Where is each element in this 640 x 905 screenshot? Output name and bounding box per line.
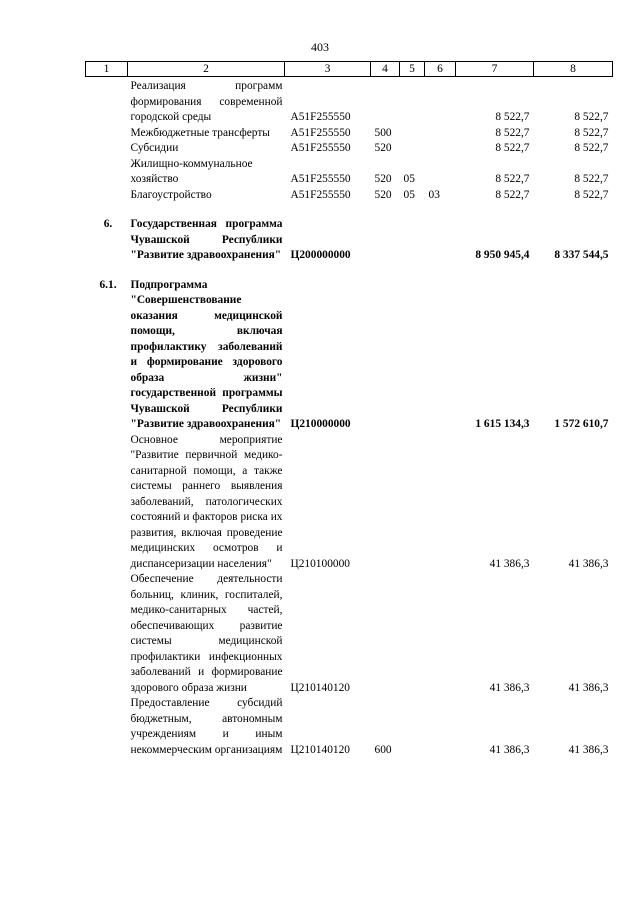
row-pr xyxy=(425,278,456,433)
row-rz xyxy=(400,572,425,696)
row-value-1: 8 522,7 xyxy=(495,142,530,154)
row-number xyxy=(86,157,128,188)
row-rz xyxy=(400,217,425,264)
row-pr xyxy=(425,696,456,758)
row-value-1: 8 522,7 xyxy=(495,173,530,185)
row-pr xyxy=(425,141,456,157)
row-value-1: 41 386,3 xyxy=(489,681,530,694)
row-name: Межбюджетные трансферты xyxy=(130,126,270,139)
table-row xyxy=(86,188,613,204)
header-col-2: 2 xyxy=(128,62,285,77)
row-name: Обеспечение деятельности больниц, клиник, госпиталей, медико-санитарных частей, обеспечивающих развитие системы медицинской профилактики инфекционных заболеваний и формирование здорового образа жизни xyxy=(130,573,283,694)
row-code: Ц200000000 xyxy=(290,249,351,261)
row-name: Основное мероприятие "Развитие первичной медико-санитарной помощи, а также системы раннего выявления заболеваний, патологических состояний и факторов риска их развития, включая проведение медицинских осмотров и диспансеризации населения" xyxy=(130,433,283,570)
row-vr xyxy=(371,433,400,573)
row-number xyxy=(86,696,128,758)
row-rz xyxy=(400,126,425,142)
row-vr: 520 xyxy=(374,188,392,201)
row-value-2: 41 386,3 xyxy=(568,743,609,756)
table-row xyxy=(86,141,613,157)
row-pr: 03 xyxy=(428,188,440,201)
row-rz xyxy=(400,433,425,573)
row-value-1: 41 386,3 xyxy=(489,557,530,570)
row-number xyxy=(86,77,128,126)
row-number xyxy=(86,188,128,204)
row-value-1: 8 522,7 xyxy=(495,111,530,123)
row-code: А51F255550 xyxy=(290,173,351,185)
table-header xyxy=(86,62,613,77)
table-row xyxy=(86,572,613,696)
row-name: Государственная программа Чувашской Республики "Развитие здравоохранения" xyxy=(130,218,283,261)
row-vr xyxy=(371,77,400,126)
row-name: Жилищно-коммунальное хозяйство xyxy=(130,157,253,185)
row-code: А51F255550 xyxy=(290,142,351,154)
row-number xyxy=(86,126,128,142)
row-pr xyxy=(425,217,456,264)
row-value-2: 8 337 544,5 xyxy=(554,249,609,261)
row-rz: 05 xyxy=(403,188,415,201)
row-value-2: 8 522,7 xyxy=(574,188,609,201)
row-number: 6. xyxy=(103,218,113,230)
row-vr xyxy=(371,572,400,696)
row-code: Ц210140120 xyxy=(290,743,350,756)
table-row xyxy=(86,77,613,126)
row-pr xyxy=(425,77,456,126)
row-spacer xyxy=(86,203,613,217)
row-number xyxy=(86,141,128,157)
row-value-2: 1 572 610,7 xyxy=(554,418,609,430)
row-vr: 520 xyxy=(374,142,392,154)
row-name: Предоставление субсидий бюджетным, автономным учреждениям и иным некоммерческим организациям xyxy=(130,697,283,756)
row-rz xyxy=(400,278,425,433)
table-row xyxy=(86,278,613,433)
row-value-2: 8 522,7 xyxy=(574,142,609,154)
row-number: 6.1. xyxy=(99,278,117,291)
row-value-2: 41 386,3 xyxy=(568,681,609,694)
table-body xyxy=(86,77,613,759)
row-rz xyxy=(400,77,425,126)
row-code: Ц210000000 xyxy=(290,418,351,430)
row-value-2: 41 386,3 xyxy=(568,557,609,570)
row-rz xyxy=(400,696,425,758)
row-value-1: 8 522,7 xyxy=(495,126,530,139)
row-number xyxy=(86,572,128,696)
row-vr: 500 xyxy=(374,126,392,139)
row-vr: 520 xyxy=(374,173,392,185)
table-row xyxy=(86,157,613,188)
row-value-1: 8 522,7 xyxy=(495,188,530,201)
row-value-1: 1 615 134,3 xyxy=(475,418,530,430)
row-rz xyxy=(400,141,425,157)
budget-table xyxy=(85,61,613,758)
row-value-2: 8 522,7 xyxy=(574,111,609,123)
table-row xyxy=(86,696,613,758)
row-code: А51F255550 xyxy=(290,188,351,201)
header-col-8: 8 xyxy=(534,62,613,77)
row-pr xyxy=(425,157,456,188)
row-code: А51F255550 xyxy=(290,111,351,123)
row-pr xyxy=(425,433,456,573)
header-col-7: 7 xyxy=(456,62,534,77)
row-value-2: 8 522,7 xyxy=(574,173,609,185)
row-rz: 05 xyxy=(403,173,415,185)
row-code: Ц210140120 xyxy=(290,681,350,694)
row-vr xyxy=(371,217,400,264)
row-value-1: 41 386,3 xyxy=(489,743,530,756)
header-row xyxy=(86,62,613,77)
table-row xyxy=(86,126,613,142)
row-vr xyxy=(371,278,400,433)
row-name: Реализация программ формирования современной городской среды xyxy=(130,80,283,123)
header-col-5: 5 xyxy=(400,62,425,77)
row-spacer-cell xyxy=(86,203,613,217)
row-spacer-cell xyxy=(86,264,613,278)
row-code: А51F255550 xyxy=(290,126,351,139)
row-number xyxy=(86,433,128,573)
row-name: Субсидии xyxy=(130,142,179,154)
page-number: 403 xyxy=(311,40,329,54)
row-name: Благоустройство xyxy=(130,188,212,201)
row-spacer xyxy=(86,264,613,278)
row-vr: 600 xyxy=(374,743,392,756)
header-col-6: 6 xyxy=(425,62,456,77)
table-row xyxy=(86,217,613,264)
row-name: Подпрограмма "Совершенствование оказания медицинской помощи, включая профилактику заболеваний и формирование здорового образа жизни" государственной программы Чувашской Республики "Развитие здравоохранения" xyxy=(130,278,283,430)
row-value-2: 8 522,7 xyxy=(574,126,609,139)
row-pr xyxy=(425,126,456,142)
header-col-3: 3 xyxy=(285,62,371,77)
row-pr xyxy=(425,572,456,696)
table-row xyxy=(86,433,613,573)
header-col-4: 4 xyxy=(371,62,400,77)
header-col-1: 1 xyxy=(86,62,128,77)
row-value-1: 8 950 945,4 xyxy=(475,249,530,261)
row-code: Ц210100000 xyxy=(290,557,350,570)
